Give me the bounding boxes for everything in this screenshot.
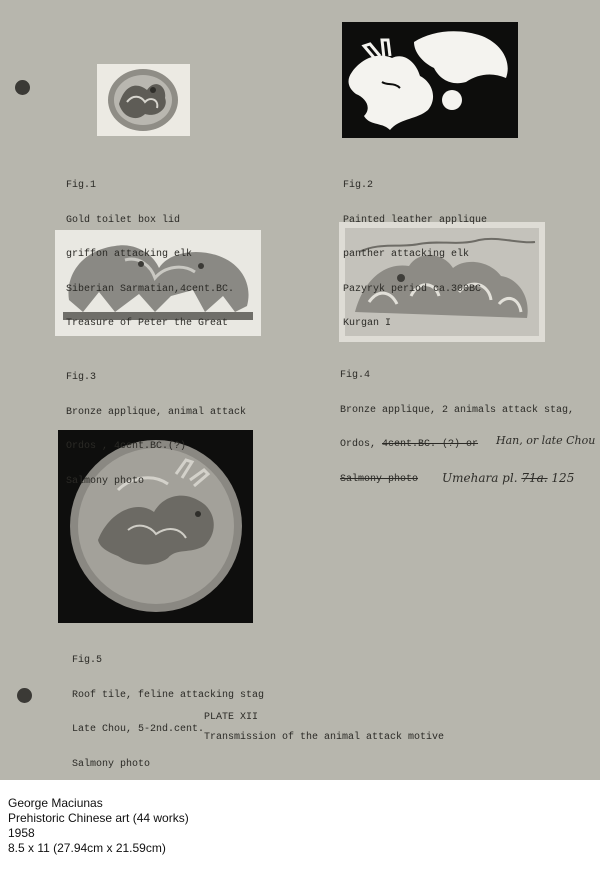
binder-hole-bottom [17,688,32,703]
fig2-caption-line: Kurgan I [343,318,392,329]
fig3-caption-line: Bronze applique, animal attack [66,406,247,418]
fig1-caption-line: Gold toilet box lid [66,214,181,226]
fig2-caption-line: Painted leather applique [343,214,488,226]
plate-heading [204,712,444,744]
fig1-caption-line: Siberian Sarmatian,4cent.BC. [66,283,235,295]
fig4-handwritten-credit [442,470,575,485]
binder-hole-top [15,80,30,95]
fig5-caption-line: Roof tile, feline attacking stag [72,689,265,701]
fig4-hand-ref: Umehara pl. [442,470,518,485]
fig2-caption-line: Pazyryk period ca.300BC [343,283,482,295]
fig1-caption-line: Treasure of Peter the Great [66,318,229,329]
fig4-hand-page: 125 [551,470,575,485]
artwork-dimensions: 8.5 x 11 (27.94cm x 21.59cm) [8,841,166,855]
fig5-caption-line: Late Chou, 5-2nd.cent. [72,724,205,735]
fig5-caption-line: Salmony photo [72,758,151,770]
artwork-year: 1958 [8,826,35,840]
fig4-caption-line [340,470,575,486]
fig4-struck-credit: Salmony photo [340,473,419,485]
fig2-caption-line: panther attacking elk [343,249,470,260]
fig4-hand-struck: 71a. [521,470,548,485]
plate-subtitle: Transmission of the animal attack motive [204,732,445,743]
fig4-caption-line [340,434,596,451]
fig3-caption-line: Fig.3 [66,372,97,383]
fig1-caption [66,157,234,353]
fig3-caption-line: Salmony photo [66,475,145,487]
fig1-caption-line: Fig.1 [66,180,97,191]
fig4-caption-line: Bronze applique, 2 animals attack stag, [340,404,575,416]
fig4-caption [340,347,596,508]
fig3-caption [66,349,246,510]
artwork-info [8,796,189,856]
fig4-handwritten-date: Han, or late Chou [496,434,596,447]
fig5-caption-line: Fig.5 [72,655,103,666]
fig1-caption-line: griffon attacking elk [66,249,193,260]
fig2-caption-line: Fig.2 [343,180,374,191]
fig4-caption-line: Fig.4 [340,370,371,381]
artist-name: George Maciunas [8,796,103,810]
plate-title: PLATE XII [204,712,259,723]
fig2-photo [342,22,518,138]
artwork-title: Prehistoric Chinese art (44 works) [8,811,189,825]
fig1-photo [97,64,190,136]
fig4-ordos-text: Ordos, [340,439,383,450]
fig3-caption-line: Ordos , 4cent.BC.(?) [66,441,187,452]
fig2-caption [343,157,487,353]
fig4-struck-date: 4cent.BC. (?) or [382,439,479,450]
